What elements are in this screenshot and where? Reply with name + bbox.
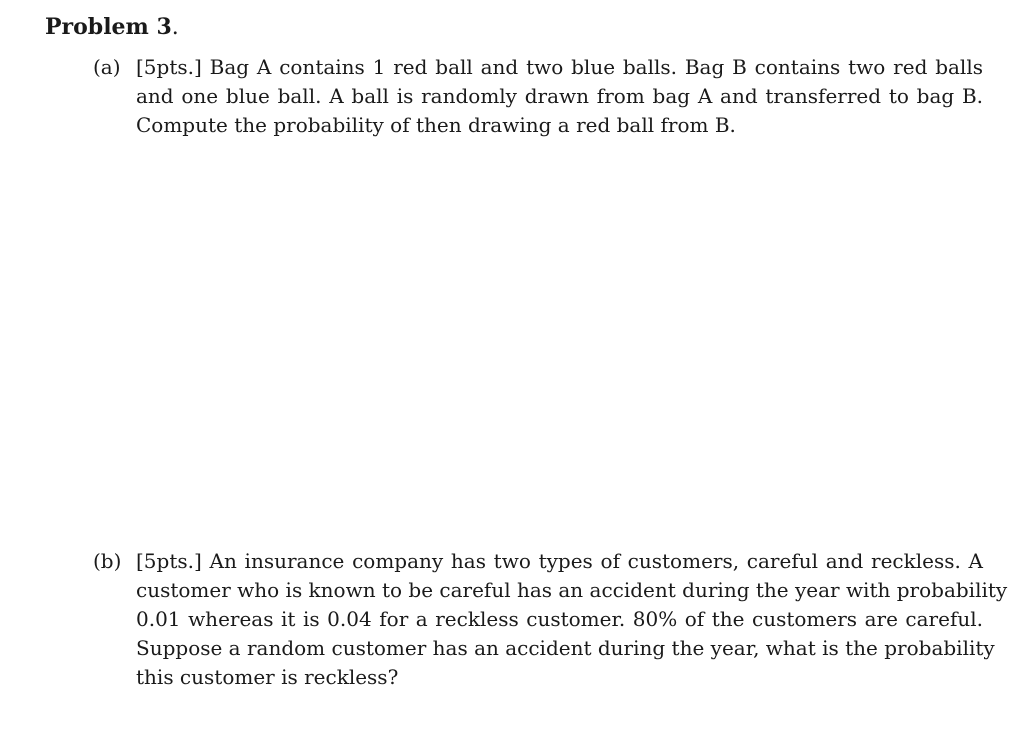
part-a-label: (a) [93, 55, 121, 79]
part-b-line-2: customer who is known to be careful has an accident during the year with probability [136, 578, 1008, 602]
part-a-line-2: and one blue ball. A ball is randomly drawn from bag A and transferred to bag B. [136, 84, 983, 108]
problem-title-period: . [171, 15, 179, 40]
part-b-points: [5pts.] [136, 549, 202, 573]
part-a-text [136, 53, 983, 140]
part-b-line-5: this customer is reckless? [136, 665, 399, 689]
part-b-line-3: 0.01 whereas it is 0.04 for a reckless customer. 80% of the customers are careful. [136, 607, 983, 631]
part-b-line-1 [136, 547, 983, 576]
problem-heading [45, 12, 179, 43]
part-b-label: (b) [93, 549, 122, 573]
part-a-line-1 [136, 53, 983, 82]
part-a-line-1-text: Bag A contains 1 red ball and two blue balls. Bag B contains two red balls [209, 55, 983, 79]
part-a [93, 53, 983, 140]
part-b-line-1-text: An insurance company has two types of customers, careful and reckless. A [209, 549, 984, 573]
problem-title: Problem 3 [45, 14, 172, 40]
part-a-points: [5pts.] [136, 55, 202, 79]
part-a-line-3: Compute the probability of then drawing a red ball from B. [136, 113, 736, 137]
part-b-text [136, 547, 1008, 692]
part-b [93, 547, 1008, 692]
part-b-line-4: Suppose a random customer has an accident during the year, what is the probability [136, 636, 995, 660]
